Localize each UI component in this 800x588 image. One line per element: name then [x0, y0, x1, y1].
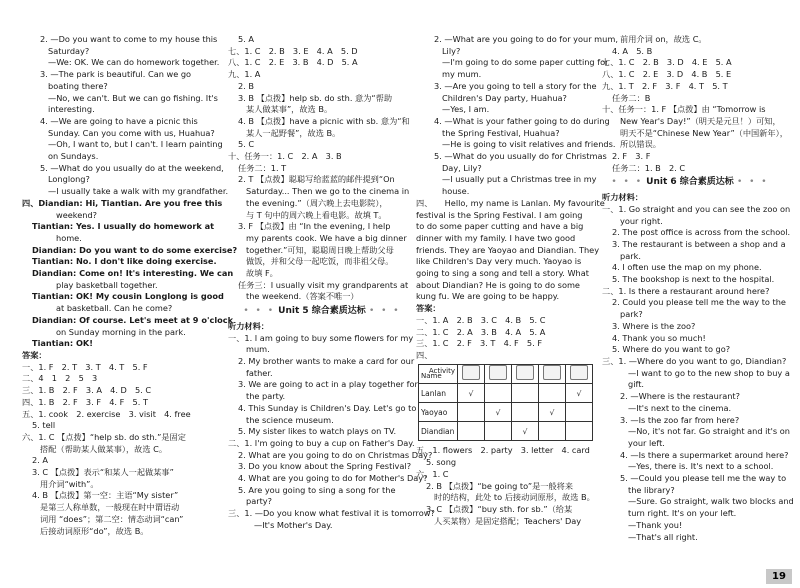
text-line: Tiantian: OK!: [32, 338, 93, 349]
text-line: about Diandian? He is going to do some: [416, 279, 580, 290]
text-line: 2. T 【点拨】聪聪写给蓝蓝的邮件提到“On: [238, 174, 395, 185]
table-row: [419, 384, 593, 403]
text-line: my parents cook. We have a big dinner: [246, 232, 407, 243]
text-line: 与 T 句中的周六晚上看电影。故填 T。: [246, 209, 387, 220]
activity-kung-fu-image: [512, 364, 539, 384]
text-line: Longlong?: [48, 174, 90, 185]
text-line: —It's next to the cinema.: [628, 402, 732, 413]
text-line: house.: [442, 186, 470, 197]
text-line: festival is the Spring Festival. I am going: [416, 209, 583, 220]
check-cell: [566, 422, 593, 441]
text-line: 三、1. B 2. F 3. A 4. D 5. C: [22, 385, 152, 396]
text-line: 3. Where is the zoo?: [612, 320, 696, 331]
text-line: —Thank you!: [628, 519, 683, 530]
text-line: 五、1. flowers 2. party 3. letter 4. card: [416, 445, 590, 456]
text-line: 3. C 【点拨】表示“和某人一起做某事”: [32, 467, 174, 478]
text-line: Saturday... Then we go to the cinema in: [246, 186, 410, 197]
text-line: 九、1. A: [228, 69, 261, 80]
text-line: 2. —Where is the restaurant?: [620, 391, 740, 402]
text-line: —No, it's not far. Go straight and it's on: [628, 426, 790, 437]
text-line: on Sunday morning in the park.: [56, 326, 186, 337]
table-row: [419, 403, 593, 422]
text-line: 3. —Are you going to tell a story for the: [434, 80, 597, 91]
text-line: Diandian: Do you want to do some exercise?: [32, 244, 238, 255]
text-line: Day, Lily?: [442, 162, 482, 173]
activity-story-image: [539, 364, 566, 384]
text-line: 3. F 【点拨】由 “In the evening, I help: [238, 221, 391, 232]
check-cell: √: [539, 403, 566, 422]
text-line: turn right. It's on your left.: [628, 508, 737, 519]
text-line: 听力材料：: [602, 192, 643, 203]
text-line: 四、1. B 2. F 3. F 4. F 5. T: [22, 396, 148, 407]
text-line: 一、1. F 2. T 3. T 4. T 5. F: [22, 361, 148, 372]
text-line: 5. —What do you usually do for Christmas: [434, 151, 607, 162]
text-line: the library?: [628, 484, 675, 495]
text-line: 三、1. —Do you know what festival it is tomorrow?: [228, 508, 435, 519]
text-line: father.: [246, 367, 273, 378]
text-line: 3. —Is the zoo far from here?: [620, 414, 740, 425]
text-line: 时的结构，此处 to 后接动词原形，故选 B。: [434, 492, 595, 503]
text-line: 四、Diandian: Hi, Tiantian. Are you free this: [22, 197, 223, 208]
text-line: 做饭，并和父母一起吃饭，而非祖父母。: [246, 256, 394, 267]
text-line: 2. B: [238, 80, 255, 91]
text-line: Saturday?: [48, 45, 90, 56]
text-line: Diandian: Of course. Let's meet at 9 o'clock: [32, 314, 234, 325]
check-cell: [539, 384, 566, 403]
text-line: 明天不是“Chinese New Year”（中国新年），: [620, 127, 788, 138]
check-cell: [512, 403, 539, 422]
text-line: 二、1. I'm going to buy a cup on Father's Day.: [228, 437, 415, 448]
text-line: play basketball together.: [56, 279, 158, 290]
text-line: friends. They are Yaoyao and Diandian. They: [416, 244, 600, 255]
check-cell: √: [566, 384, 593, 403]
text-line: 5. —Could you please tell me the way to: [620, 473, 787, 484]
text-line: 4. Thank you so much!: [612, 332, 706, 343]
corner-activity-label: Activity: [428, 366, 455, 375]
activity-table: [418, 364, 593, 442]
text-line: 任务二：1. B 2. C: [612, 162, 686, 173]
text-line: like Children's Day very much. Yaoyao is: [416, 256, 582, 267]
text-line: 4. A 5. B: [612, 45, 653, 56]
text-line: park?: [620, 309, 643, 320]
text-line: 四、 Hello, my name is Lanlan. My favourite: [416, 197, 605, 208]
check-cell: [458, 422, 485, 441]
text-line: 后接动词原形“do”，故选 B。: [40, 525, 149, 536]
text-line: 答案：: [416, 303, 441, 314]
text-line: 2. The post office is across from the school.: [612, 227, 791, 238]
text-line: on Sundays.: [48, 151, 99, 162]
text-line: going to sing a song and tell a story. What: [416, 268, 589, 279]
text-line: 2. —Do you want to come to my house this: [40, 34, 218, 44]
text-line: Lily?: [442, 45, 461, 56]
activity-singing-image: [485, 364, 512, 384]
text-line: 5. The bookshop is next to the hospital.: [612, 274, 775, 285]
text-line: 4. This Sunday is Children's Day. Let's go to: [238, 402, 417, 413]
text-line: the Spring Festival, Huahua?: [442, 127, 560, 138]
column-3: [416, 34, 618, 527]
text-line: New Year's Day!”（明天是元旦！）可知，: [620, 115, 781, 126]
text-line: 答案：: [22, 349, 47, 360]
page-number: 19: [766, 569, 792, 584]
text-line: 六、1. C: [416, 468, 449, 479]
text-line: 九、1. T 2. F 3. F 4. T 5. T: [602, 80, 728, 91]
corner-name-label: Name: [421, 371, 442, 380]
text-line: the science museum.: [246, 414, 334, 425]
text-line: 2. My brother wants to make a card for our: [238, 355, 415, 366]
text-line: 5. tell: [32, 420, 56, 431]
text-line: —I usually put a Christmas tree in my: [442, 174, 597, 185]
text-line: 5. Are you going to sing a song for the: [238, 484, 396, 495]
column-4: [602, 34, 794, 543]
text-line: 词用 “does”；第二空：情态动词“can”: [40, 513, 184, 524]
text-line: the party.: [246, 391, 286, 402]
activity-dinner-image: [566, 364, 593, 384]
text-line: gift.: [628, 379, 645, 390]
text-line: —It's Mother's Day.: [254, 519, 333, 530]
text-line: 2. Could you please tell me the way to the: [612, 297, 786, 308]
row-name: Lanlan: [419, 384, 458, 403]
text-line: 听力材料：: [228, 320, 269, 331]
text-line: 4. B 【点拨】have a picnic with sb. 意为“和: [238, 115, 410, 126]
text-line: 5. My sister likes to watch plays on TV.: [238, 426, 397, 437]
check-cell: [566, 403, 593, 422]
text-line: 5. C: [238, 139, 255, 150]
text-line: 3. —The park is beautiful. Can we go: [40, 69, 192, 80]
text-line: 4. What are you going to do for Mother's Day?: [238, 473, 428, 484]
text-line: 二、4 1 2 5 3: [22, 373, 98, 384]
text-line: 七、1. C 2. B 3. D 4. E 5. A: [602, 57, 732, 68]
check-cell: √: [512, 422, 539, 441]
text-line: 某人一起野餐”，故选 B。: [246, 127, 341, 138]
text-line: 搭配（帮助某人做某事），故选 C。: [40, 443, 168, 454]
text-line: 4. I often use the map on my phone.: [612, 262, 762, 273]
text-line: —That's all right.: [628, 531, 698, 542]
text-line: 5. A: [238, 34, 255, 44]
text-line: 3. C 【点拨】“buy sth. for sb.”（给某: [426, 503, 573, 514]
text-line: 4. B 【点拨】第一空：主语“My sister”: [32, 490, 179, 501]
text-line: 4. —What is your father going to do during: [434, 115, 610, 126]
text-line: 十、任务一：1. C 2. A 3. B: [228, 151, 342, 162]
text-line: —He is going to visit relatives and friends.: [442, 139, 616, 150]
text-line: 5. —What do you usually do at the weekend,: [40, 162, 224, 173]
text-line: 故填 F。: [246, 268, 278, 279]
text-line: your left.: [628, 437, 665, 448]
text-line: 3. We are going to act in a play together for: [238, 379, 418, 390]
check-cell: [539, 422, 566, 441]
text-line: interesting.: [48, 104, 95, 115]
text-line: kung fu. We are going to be happy.: [416, 291, 560, 302]
text-line: 3. B 【点拨】help sb. do sth. 意为“帮助: [238, 92, 393, 103]
text-line: 六、1. C 【点拨】“help sb. do sth.”是固定: [22, 431, 186, 442]
text-line: 2. What are you going to do on Christmas Day?: [238, 449, 433, 460]
table-corner: [419, 364, 458, 384]
text-line: mum.: [246, 344, 270, 355]
text-line: 十、任务一：1. F 【点拨】由 “Tomorrow is: [602, 104, 766, 115]
text-line: your right.: [620, 215, 663, 226]
text-line: 5. song: [426, 457, 457, 468]
text-line: Diandian: Come on! It's interesting. We can: [32, 268, 234, 279]
text-line: Tiantian: OK! My cousin Longlong is good: [32, 291, 224, 302]
table-row: [419, 422, 593, 441]
text-line: 用介词“with”。: [40, 478, 99, 489]
text-line: 四、: [416, 349, 433, 360]
text-line: 五、1. cook 2. exercise 3. visit 4. free: [22, 408, 191, 419]
check-cell: √: [485, 403, 512, 422]
text-line: 八、1. C 2. E 3. D 4. B 5. E: [602, 69, 732, 80]
text-line: party?: [246, 496, 272, 507]
text-line: —I usually take a walk with my grandfather.: [48, 186, 229, 197]
check-cell: [485, 384, 512, 403]
text-line: the weekend.（答案不唯一）: [246, 291, 359, 302]
text-line: at basketball. Can he come?: [56, 303, 173, 314]
text-line: 是第三人称单数，一般现在时中谓语动: [40, 502, 180, 513]
row-name: Yaoyao: [419, 403, 458, 422]
text-line: 2. —What are you going to do for your mum,: [434, 34, 618, 44]
text-line: park.: [620, 250, 641, 261]
text-line: to do some paper cutting and have a big: [416, 221, 584, 232]
text-line: —Yes, I am.: [442, 104, 490, 115]
text-line: Sunday. Can you come with us, Huahua?: [48, 127, 215, 138]
text-line: 4. —We are going to have a picnic this: [40, 115, 198, 126]
text-line: 一、1. Go straight and you can see the zoo on: [602, 203, 791, 214]
check-cell: [485, 422, 512, 441]
text-line: 三、1. C 2. F 3. T 4. F 5. F: [416, 338, 543, 349]
text-line: —Sure. Go straight, walk two blocks and: [628, 496, 794, 507]
text-line: 二、1. Is there a restaurant around here?: [602, 285, 770, 296]
text-line: 2. B 【点拨】“be going to”是一般将来: [426, 480, 574, 491]
text-line: Children's Day party, Huahua?: [442, 92, 567, 103]
text-line: 4. —Is there a supermarket around here?: [620, 449, 789, 460]
text-line: Tiantian: Yes. I usually do homework at: [32, 221, 215, 232]
text-line: —Yes, there is. It's next to a school.: [628, 461, 774, 472]
text-line: 3. The restaurant is between a shop and a: [612, 238, 786, 249]
row-name: Diandian: [419, 422, 458, 441]
text-line: weekend?: [56, 209, 97, 220]
text-line: 2. A: [32, 455, 49, 466]
text-line: my mum.: [442, 69, 482, 80]
check-cell: √: [458, 384, 485, 403]
text-line: 一、1. I am going to buy some flowers for my: [228, 332, 414, 343]
text-line: 二、1. C 2. A 3. B 4. A 5. A: [416, 326, 546, 337]
text-line: 所以错误。: [620, 139, 661, 150]
activity-paper-cutting-image: [458, 364, 485, 384]
text-line: 七、1. C 2. B 3. E 4. A 5. D: [228, 45, 358, 56]
text-line: 任务三：I usually visit my grandparents at: [238, 279, 409, 290]
text-line: —I'm going to do some paper cutting for: [442, 57, 609, 68]
text-line: —We: OK. We can do homework together.: [48, 57, 220, 68]
section-heading: • • • Unit 6 综合素质达标 • • •: [611, 177, 769, 188]
text-line: boating there?: [48, 80, 108, 91]
text-line: home.: [56, 232, 82, 243]
text-line: 2. F 3. F: [612, 151, 651, 162]
text-line: —I want to go to the new shop to buy a: [628, 367, 790, 378]
check-cell: [512, 384, 539, 403]
check-cell: [458, 403, 485, 422]
text-line: 3. Do you know about the Spring Festival?: [238, 461, 412, 472]
text-line: together.”可知，聪聪周日晚上帮助父母: [246, 244, 394, 255]
text-line: 任务二：1. T: [238, 162, 287, 173]
text-line: 八、1. C 2. E 3. B 4. D 5. A: [228, 57, 358, 68]
text-line: 某人做某事”，故选 B。: [246, 104, 333, 115]
text-line: 5. Where do you want to go?: [612, 344, 731, 355]
text-line: 任务二：B: [612, 92, 651, 103]
text-line: dinner with my family. I have two good: [416, 232, 576, 243]
text-line: 三、1. —Where do you want to go, Diandian?: [602, 355, 787, 366]
section-heading: • • • Unit 5 综合素质达标 • • •: [243, 306, 401, 317]
text-line: Tiantian: No. I don't like doing exercise.: [32, 256, 217, 267]
text-line: 前用介词 on，故选 C。: [620, 34, 707, 44]
text-line: —Oh, I want to, but I can't. I learn painting: [48, 139, 223, 150]
text-line: —No, we can't. But we can go fishing. It's: [48, 92, 218, 103]
text-line: the evening.”（周六晚上去电影院），: [246, 197, 388, 208]
column-1: [22, 34, 238, 537]
text-line: 人买某物）是固定搭配；Teachers' Day: [434, 515, 582, 526]
text-line: 一、1. A 2. B 3. C 4. B 5. C: [416, 314, 546, 325]
